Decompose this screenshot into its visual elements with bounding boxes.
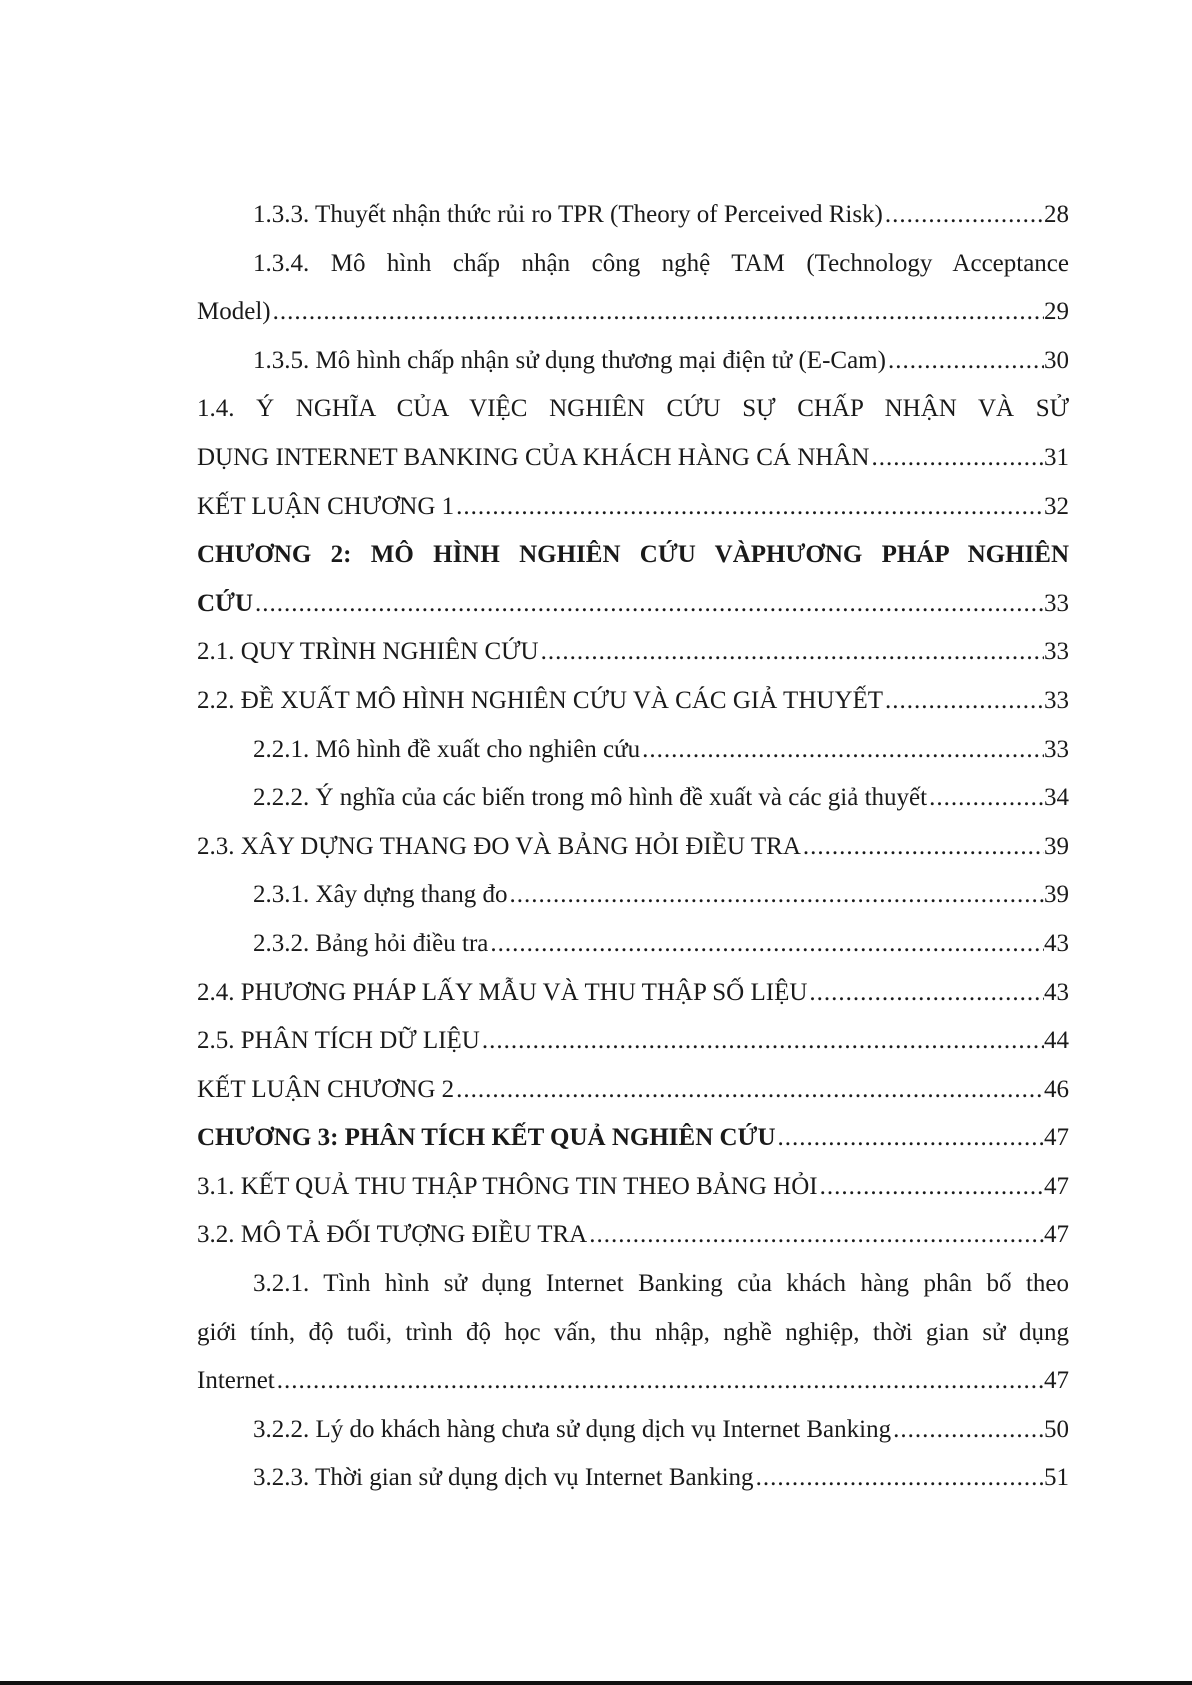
toc-line-continued — [197, 531, 1069, 580]
toc-entry-title: 2.3. XÂY DỰNG THANG ĐO VÀ BẢNG HỎI ĐIỀU TRA — [197, 832, 801, 860]
dot-leader — [807, 969, 1044, 1018]
toc-line-continued — [197, 1260, 1069, 1309]
dot-leader — [891, 1406, 1044, 1455]
toc-entry — [197, 1211, 1069, 1260]
toc-entry — [197, 1406, 1069, 1455]
toc-page-number: 33 — [1044, 589, 1069, 617]
toc-entry-title: 2.3.1. Xây dựng thang đo — [253, 881, 508, 909]
toc-entry-title: CỨU — [197, 589, 254, 617]
toc-page-number: 43 — [1044, 978, 1069, 1006]
toc-page-number: 50 — [1044, 1415, 1069, 1443]
page-bottom-edge — [0, 1681, 1192, 1685]
dot-leader — [883, 677, 1044, 726]
toc-entry — [197, 920, 1069, 969]
toc-entry — [197, 871, 1069, 920]
toc-entry — [197, 628, 1069, 677]
toc-entry-title: KẾT LUẬN CHƯƠNG 2 — [197, 1075, 455, 1103]
dot-leader — [508, 871, 1045, 920]
toc-entry-title: 2.1. QUY TRÌNH NGHIÊN CỨU — [197, 638, 539, 666]
dot-leader — [869, 434, 1044, 483]
toc-page-number: 32 — [1044, 492, 1069, 520]
dot-leader — [640, 726, 1044, 775]
toc-entry — [197, 483, 1069, 532]
toc-entry-title: 3.2.1. Tình hình sử dụng Internet Banking của khách hàng phân bố theo — [253, 1270, 1069, 1298]
dot-leader — [776, 1114, 1044, 1163]
toc-page-number: 47 — [1044, 1124, 1069, 1152]
toc-entry-title: 1.4. Ý NGHĨA CỦA VIỆC NGHIÊN CỨU SỰ CHẤP NHẬN VÀ SỬ — [197, 395, 1069, 423]
toc-page-number: 39 — [1044, 832, 1069, 860]
dot-leader — [801, 823, 1044, 872]
toc-page-number: 30 — [1044, 346, 1069, 374]
dot-leader — [253, 580, 1044, 629]
toc-entry — [197, 337, 1069, 386]
toc-page-number: 39 — [1044, 881, 1069, 909]
toc-entry-title: 2.4. PHƯƠNG PHÁP LẤY MẪU VÀ THU THẬP SỐ LIỆU — [197, 978, 808, 1006]
dot-leader — [488, 920, 1044, 969]
toc-page-number: 29 — [1044, 298, 1069, 326]
toc-page-number: 47 — [1044, 1221, 1069, 1249]
toc-page-number: 43 — [1044, 929, 1069, 957]
dot-leader — [454, 483, 1044, 532]
toc-entry — [197, 1163, 1069, 1212]
toc-page-number: 33 — [1044, 638, 1069, 666]
toc-entry — [197, 1357, 1069, 1406]
toc-entry-title: 3.2. MÔ TẢ ĐỐI TƯỢNG ĐIỀU TRA — [197, 1221, 588, 1249]
toc-page-number: 33 — [1044, 735, 1069, 763]
toc-entry-title: Model) — [197, 298, 271, 326]
dot-leader — [587, 1211, 1044, 1260]
dot-leader — [886, 337, 1044, 386]
toc-page-number: 33 — [1044, 686, 1069, 714]
toc-entry-title: 3.2.3. Thời gian sử dụng dịch vụ Internet Banking — [253, 1464, 754, 1492]
toc-entry-title: CHƯƠNG 3: PHÂN TÍCH KẾT QUẢ NGHIÊN CỨU — [197, 1124, 776, 1152]
toc-entry — [197, 1114, 1069, 1163]
toc-entry-title: CHƯƠNG 2: MÔ HÌNH NGHIÊN CỨU VÀPHƯƠNG PHÁP NGHIÊN — [197, 541, 1069, 569]
toc-page-number: 31 — [1044, 443, 1069, 471]
toc-page-number: 47 — [1044, 1172, 1069, 1200]
toc-page-number: 47 — [1044, 1367, 1069, 1395]
toc-entry-title: 2.3.2. Bảng hỏi điều tra — [253, 929, 489, 957]
toc-entry-title: giới tính, độ tuổi, trình độ học vấn, thu nhập, nghề nghiệp, thời gian sử dụng — [197, 1318, 1069, 1346]
toc-entry — [197, 288, 1069, 337]
toc-line-continued — [197, 240, 1069, 289]
toc-entry — [197, 1017, 1069, 1066]
dot-leader — [480, 1017, 1044, 1066]
dot-leader — [275, 1357, 1044, 1406]
toc-line-continued — [197, 1309, 1069, 1358]
dot-leader — [883, 191, 1044, 240]
toc-entry — [197, 677, 1069, 726]
toc-entry-title: Internet — [197, 1367, 275, 1395]
table-of-contents — [197, 191, 1069, 1503]
dot-leader — [818, 1163, 1044, 1212]
toc-entry — [197, 726, 1069, 775]
dot-leader — [454, 1066, 1044, 1115]
toc-entry-title: 2.2. ĐỀ XUẤT MÔ HÌNH NGHIÊN CỨU VÀ CÁC GIẢ THUYẾT — [197, 686, 884, 714]
toc-entry — [197, 191, 1069, 240]
toc-entry-title: DỤNG INTERNET BANKING CỦA KHÁCH HÀNG CÁ NHÂN — [197, 443, 870, 471]
toc-entry-title: 1.3.4. Mô hình chấp nhận công nghệ TAM (Technology Acceptance — [253, 249, 1069, 277]
toc-entry-title: 3.1. KẾT QUẢ THU THẬP THÔNG TIN THEO BẢNG HỎI — [197, 1172, 818, 1200]
toc-line-continued — [197, 385, 1069, 434]
dot-leader — [927, 774, 1044, 823]
dot-leader — [271, 288, 1044, 337]
toc-entry — [197, 1454, 1069, 1503]
toc-entry-title: 2.5. PHÂN TÍCH DỮ LIỆU — [197, 1027, 480, 1055]
toc-page-number: 51 — [1044, 1464, 1069, 1492]
dot-leader — [539, 628, 1044, 677]
toc-entry-title: 2.2.2. Ý nghĩa của các biến trong mô hình đề xuất và các giả thuyết — [253, 784, 928, 812]
toc-entry-title: 3.2.2. Lý do khách hàng chưa sử dụng dịch vụ Internet Banking — [253, 1415, 892, 1443]
toc-entry-title: 2.2.1. Mô hình đề xuất cho nghiên cứu — [253, 735, 641, 763]
toc-entry — [197, 969, 1069, 1018]
toc-entry-title: 1.3.3. Thuyết nhận thức rủi ro TPR (Theory of Perceived Risk) — [253, 201, 883, 228]
toc-page-number: 34 — [1044, 784, 1069, 812]
toc-entry — [197, 1066, 1069, 1115]
toc-page-number: 44 — [1044, 1027, 1069, 1055]
dot-leader — [754, 1454, 1044, 1503]
toc-entry — [197, 774, 1069, 823]
toc-entry — [197, 580, 1069, 629]
toc-entry-title: 1.3.5. Mô hình chấp nhận sử dụng thương mại điện tử (E-Cam) — [253, 346, 886, 374]
toc-entry — [197, 434, 1069, 483]
toc-entry-title: KẾT LUẬN CHƯƠNG 1 — [197, 492, 455, 520]
toc-page-number: 46 — [1044, 1075, 1069, 1103]
toc-entry — [197, 823, 1069, 872]
toc-page-number: 28 — [1044, 201, 1069, 228]
